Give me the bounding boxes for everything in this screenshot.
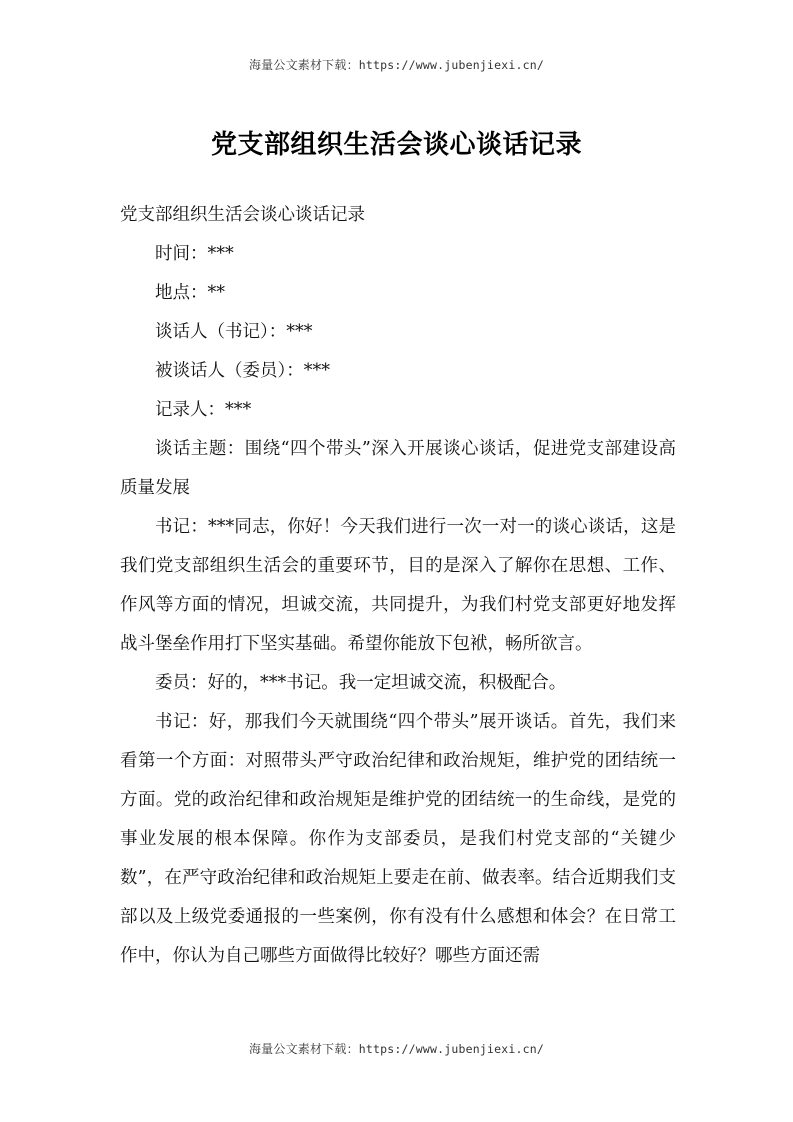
page-footer (0, 1040, 793, 1057)
footer-label: 海量公文素材下载： (248, 1042, 359, 1056)
page-header (0, 56, 793, 73)
body-paragraph: 书记：***同志，你好！今天我们进行一次一对一的谈心谈话，这是我们党支部组织生活会的重要环节，目的是深入了解你在思想、工作、作风等方面的情况，坦诚交流，共同提升，为我们村党支部更好地发挥战斗堡垒作用打下坚实基础。希望你能放下包袱，畅所欲言。 (120, 517, 676, 654)
body-paragraph: 委员：好的，***书记。我一定坦诚交流，积极配合。 (155, 673, 567, 693)
meta-interviewee: 被谈话人（委员）：*** (155, 361, 330, 381)
meta-recorder: 记录人：*** (155, 400, 252, 420)
document-title: 党支部组织生活会谈心谈话记录 (210, 130, 582, 160)
header-label: 海量公文素材下载： (248, 58, 359, 72)
footer-url[interactable]: https://www.jubenjiexi.cn/ (358, 1042, 545, 1056)
document-body (120, 196, 676, 976)
meta-interviewer: 谈话人（书记）：*** (155, 322, 313, 342)
body-paragraph: 书记：好，那我们今天就围绕“四个带头”展开谈话。首先，我们来看第一个方面：对照带头严守政治纪律和政治规矩，维护党的团结统一方面。党的政治纪律和政治规矩是维护党的团结统一的生命线，是党的事业发展的根本保障。你作为支部委员，是我们村党支部的“关键少数”，在严守政治纪律和政治规矩上要走在前、做表率。结合近期我们支部以及上级党委通报的一些案例，你有没有什么感想和体会？在日常工作中，你认为自己哪些方面做得比较好？哪些方面还需 (120, 712, 676, 966)
meta-time: 时间：*** (155, 244, 234, 264)
meta-location: 地点：** (155, 283, 225, 303)
subtitle-paragraph: 党支部组织生活会谈心谈话记录 (120, 205, 365, 225)
meta-topic: 谈话主题：围绕“四个带头”深入开展谈心谈话，促进党支部建设高质量发展 (120, 439, 676, 498)
header-url[interactable]: https://www.jubenjiexi.cn/ (358, 58, 545, 72)
